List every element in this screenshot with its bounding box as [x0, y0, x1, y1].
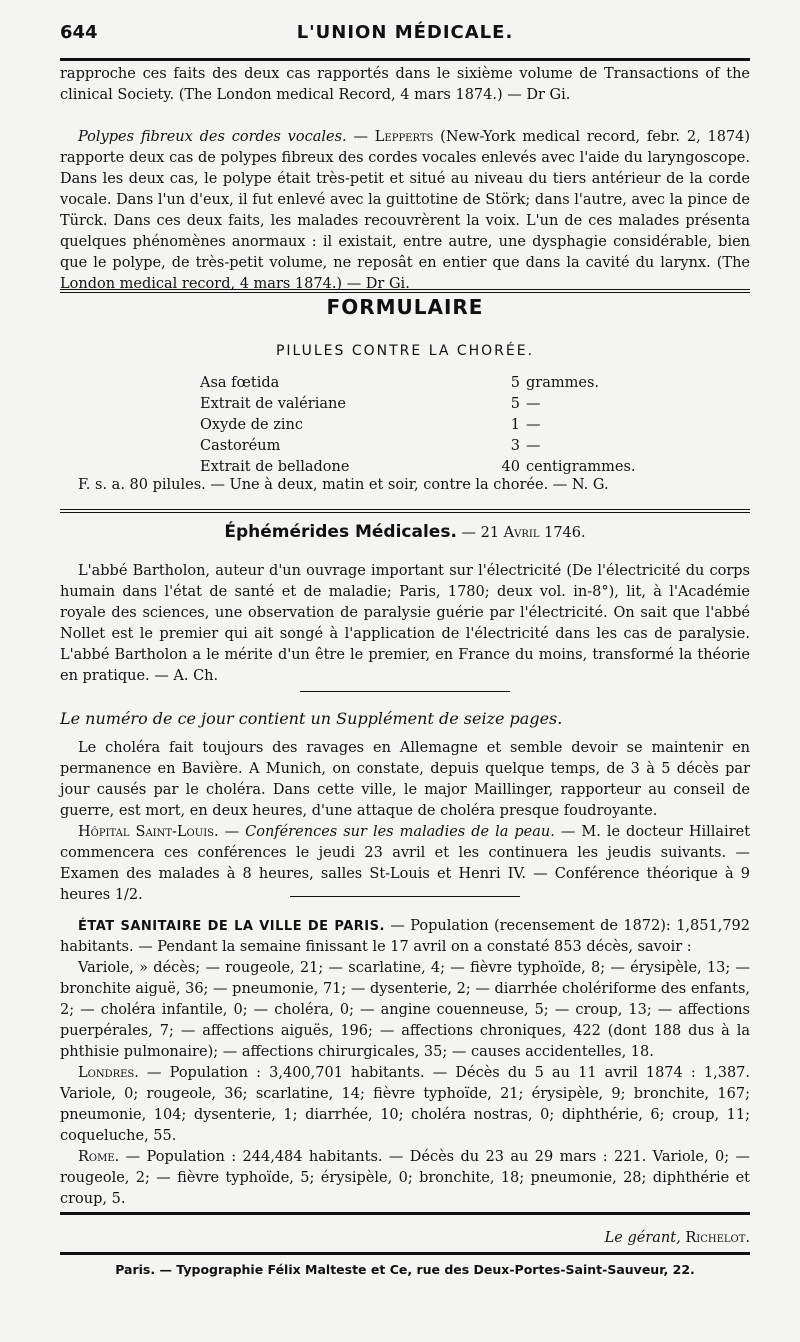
- ingredient-unit: —: [526, 395, 541, 412]
- formulaire-title-block: [60, 297, 750, 321]
- ingredient-qty: 1: [510, 416, 520, 433]
- section-rule-formulaire-2: [60, 292, 750, 293]
- intro-text: rapproche ces faits des deux cas rapportés dans le sixième volume de Transactions of the clinical Society. (The London medical Record, 4 mars 1874.) — Dr Gi.: [60, 66, 750, 103]
- page-number: 644: [60, 22, 98, 43]
- ingredient-name: Extrait de belladone: [200, 458, 350, 475]
- supplement-notice: [60, 708, 750, 731]
- footer-rule: [60, 1252, 750, 1255]
- hopital-title: Conférences sur les maladies de la peau.: [245, 824, 555, 840]
- recipe-row: [200, 414, 636, 435]
- ingredient-name: Extrait de valériane: [200, 395, 346, 412]
- polypes-author: Lepperts: [374, 129, 434, 145]
- ephemerides-date: — 21 Avril 1746.: [461, 525, 586, 541]
- etat-details-text: Variole, » décès; — rougeole, 21; — scarlatine, 4; — fièvre typhoïde, 8; — érysipèle, 13; — bronchite aiguë, 36; — pneumonie, 71; — dysenterie, 2; — diarrhée cholériforme des enfants, 2; — choléra infantile, 0; — choléra, 0; — angine couenneuse, 5; — croup, 13; — affections puerpérales, 7; — affections aiguës, 196; — affections chroniques, 422 (dont 188 dus à la phthisie pulmonaire); — affections chirurgicales, 35; — causes accidentelles, 18.: [60, 960, 750, 1060]
- ephemerides-body: [60, 561, 750, 687]
- recipe-row: [200, 393, 636, 414]
- etat-details: [60, 958, 750, 1063]
- section-rule-ephemerides-2: [60, 512, 750, 513]
- recipe-row: [200, 372, 636, 393]
- recipe-row: [200, 456, 636, 477]
- ingredient-unit: centigrammes.: [526, 458, 636, 475]
- ingredient-unit: —: [526, 437, 541, 454]
- recipe-row: [200, 435, 636, 456]
- ingredient-unit: —: [526, 416, 541, 433]
- ephemerides-title: Éphémérides Médicales.: [224, 522, 457, 542]
- etat-intro: — Population (recensement de 1872): 1,851,792 habitants. — Pendant la semaine finissant le 17 avril on a constaté 853 décès, savoir :: [60, 918, 750, 955]
- short-rule: [300, 691, 510, 692]
- rome-body: — Population : 244,484 habitants. — Décès du 23 au 29 mars : 221. Variole, 0; — rougeole, 2; — fièvre typhoïde, 5; érysipèle, 0; bronchite, 18; pneumonie, 28; diphthérie et croup, 5.: [60, 1149, 750, 1207]
- rome-name: Rome.: [78, 1149, 120, 1165]
- ingredient-name: Castoréum: [200, 437, 281, 454]
- intro-paragraph-2: Polypes fibreux des cordes vocales. — Lepperts (New-York medical record, febr. 2, 1874) rapporte deux cas de polypes fibreux des cordes vocales enlevés avec l'aide du laryngoscope. Dans les deux cas, le polype était très-petit et situé au niveau du tiers antérieur de la corde vocale. Dans l'un d'eux, il fut enlevé avec la guittotine de Störk; dans l'autre, avec la pince de Türck. Dans ces deux faits, les malades recouvrèrent la voix. L'un de ces malades présenta quelques phénomènes anormaux : il existait, entre autre, une dysphagie considérable, bien que le polype, de très-petit volume, ne reposât en entier que dans la cavité du larynx. (The London medical record, 4 mars 1874.) — Dr Gi.: [60, 129, 751, 292]
- ingredient-name: Asa fœtida: [200, 374, 280, 391]
- imprint-text: Paris. — Typographie Félix Malteste et Ce, rue des Deux-Portes-Saint-Sauveur, 22.: [115, 1262, 695, 1277]
- header-rule: [60, 58, 750, 61]
- etat-heading: ÉTAT SANITAIRE DE LA VILLE DE PARIS.: [78, 919, 385, 934]
- polypes-body: (New-York medical record, febr. 2, 1874) rapporte deux cas de polypes fibreux des cordes vocales enlevés avec l'aide du laryngoscope. Dans les deux cas, le polype était très-petit et situé au niveau du tiers antérieur de la corde vocale. Dans l'un d'eux, il fut enlevé avec la guittotine de Störk; dans l'autre, avec la pince de Türck. Dans ces deux faits, les malades recouvrèrent la voix. L'un de ces malades présenta quelques phénomènes anormaux : il existait, entre autre, une dysphagie considérable, bien que le polype, de très-petit volume, ne reposât en entier que dans la cavité du larynx. (The London medical record, 4 mars 1874.) — Dr Gi.: [60, 129, 751, 292]
- cholera-paragraph: [60, 738, 750, 822]
- ephemerides-heading: [60, 522, 750, 544]
- hopital-name: Hôpital Saint-Louis.: [78, 824, 219, 840]
- section-rule-ephemerides: [60, 509, 750, 510]
- supplement-title: Le numéro de ce jour contient un Supplément de seize pages.: [60, 709, 563, 728]
- londres-paragraph: [60, 1063, 750, 1147]
- ingredient-qty: 5: [510, 374, 520, 391]
- cholera-text: Le choléra fait toujours des ravages en Allemagne et semble devoir se maintenir en permanence en Bavière. A Munich, on constate, depuis quelque temps, de 3 à 5 décès par jour causés par le choléra. Dans cette ville, le major Maillinger, rapporteur au conseil de guerre, est mort, en deux heures, d'une attaque de choléra presque foudroyante.: [60, 740, 750, 819]
- formulaire-title: FORMULAIRE: [326, 295, 484, 319]
- rome-paragraph: [60, 1147, 750, 1210]
- ingredient-name: Oxyde de zinc: [200, 416, 303, 433]
- ingredient-qty: 3: [510, 437, 520, 454]
- journal-title: L'UNION MÉDICALE.: [296, 22, 514, 43]
- signature-name: Richelot.: [685, 1230, 750, 1246]
- ephemerides-text: L'abbé Bartholon, auteur d'un ouvrage important sur l'électricité (De l'électricité du corps humain dans l'état de santé et de maladie; Paris, 1780; deux vol. in-8°), lit, à l'Académie royale des sciences, une observation de paralysie guérie par l'électricité. On sait que l'abbé Nollet est le premier qui ait songé à l'application de l'électricité dans les cas de paralysie. L'abbé Bartholon a le mérite d'un être le premier, en France du moins, transformé la théorie en pratique. — A. Ch.: [60, 563, 750, 684]
- ingredient-qty: 40: [501, 458, 520, 475]
- recipe-table: [200, 372, 636, 477]
- polypes-title: Polypes fibreux des cordes vocales.: [78, 129, 347, 145]
- signature-label: Le gérant,: [604, 1230, 681, 1246]
- formulaire-subtitle-block: [60, 341, 750, 362]
- ingredient-unit: grammes.: [526, 374, 599, 391]
- signature: [60, 1228, 750, 1249]
- hopital-paragraph: Hôpital Saint-Louis. — Conférences sur les maladies de la peau. — M. le docteur Hillairet commencera ces conférences le jeudi 23 avril et les continuera les jeudis suivants. — Examen des malades à 8 heures, salles St-Louis et Henri IV. — Conférence théorique à 9 heures 1/2.: [60, 824, 751, 903]
- intro-paragraph-1: [60, 64, 750, 106]
- londres-body: — Population : 3,400,701 habitants. — Décès du 5 au 11 avril 1874 : 1,387. Variole, 0; rougeole, 36; scarlatine, 14; fièvre typhoïde, 21; érysipèle, 9; bronchite, 167; pneumonie, 104; dysenterie, 1; diarrhée, 10; choléra nostras, 0; diphthérie, 6; croup, 11; coqueluche, 55.: [60, 1065, 751, 1144]
- imprint: [60, 1262, 750, 1277]
- ingredient-qty: 5: [510, 395, 520, 412]
- hopital-body: — M. le docteur Hillairet commencera ces conférences le jeudi 23 avril et les continuera les jeudis suivants. — Examen des malades à 8 heures, salles St-Louis et Henri IV. — Conférence théorique à 9 heures 1/2.: [60, 824, 751, 903]
- short-rule-2: [290, 896, 520, 897]
- londres-name: Londres.: [78, 1065, 139, 1081]
- page-header: [60, 22, 750, 48]
- formulaire-instruction: [60, 475, 750, 496]
- formulaire-subtitle: PILULES CONTRE LA CHORÉE.: [275, 343, 535, 359]
- instruction-text: F. s. a. 80 pilules. — Une à deux, matin et soir, contre la chorée. — N. G.: [78, 477, 609, 493]
- etat-paragraph: [60, 916, 750, 958]
- section-rule-formulaire: [60, 289, 750, 290]
- closing-rule: [60, 1212, 750, 1215]
